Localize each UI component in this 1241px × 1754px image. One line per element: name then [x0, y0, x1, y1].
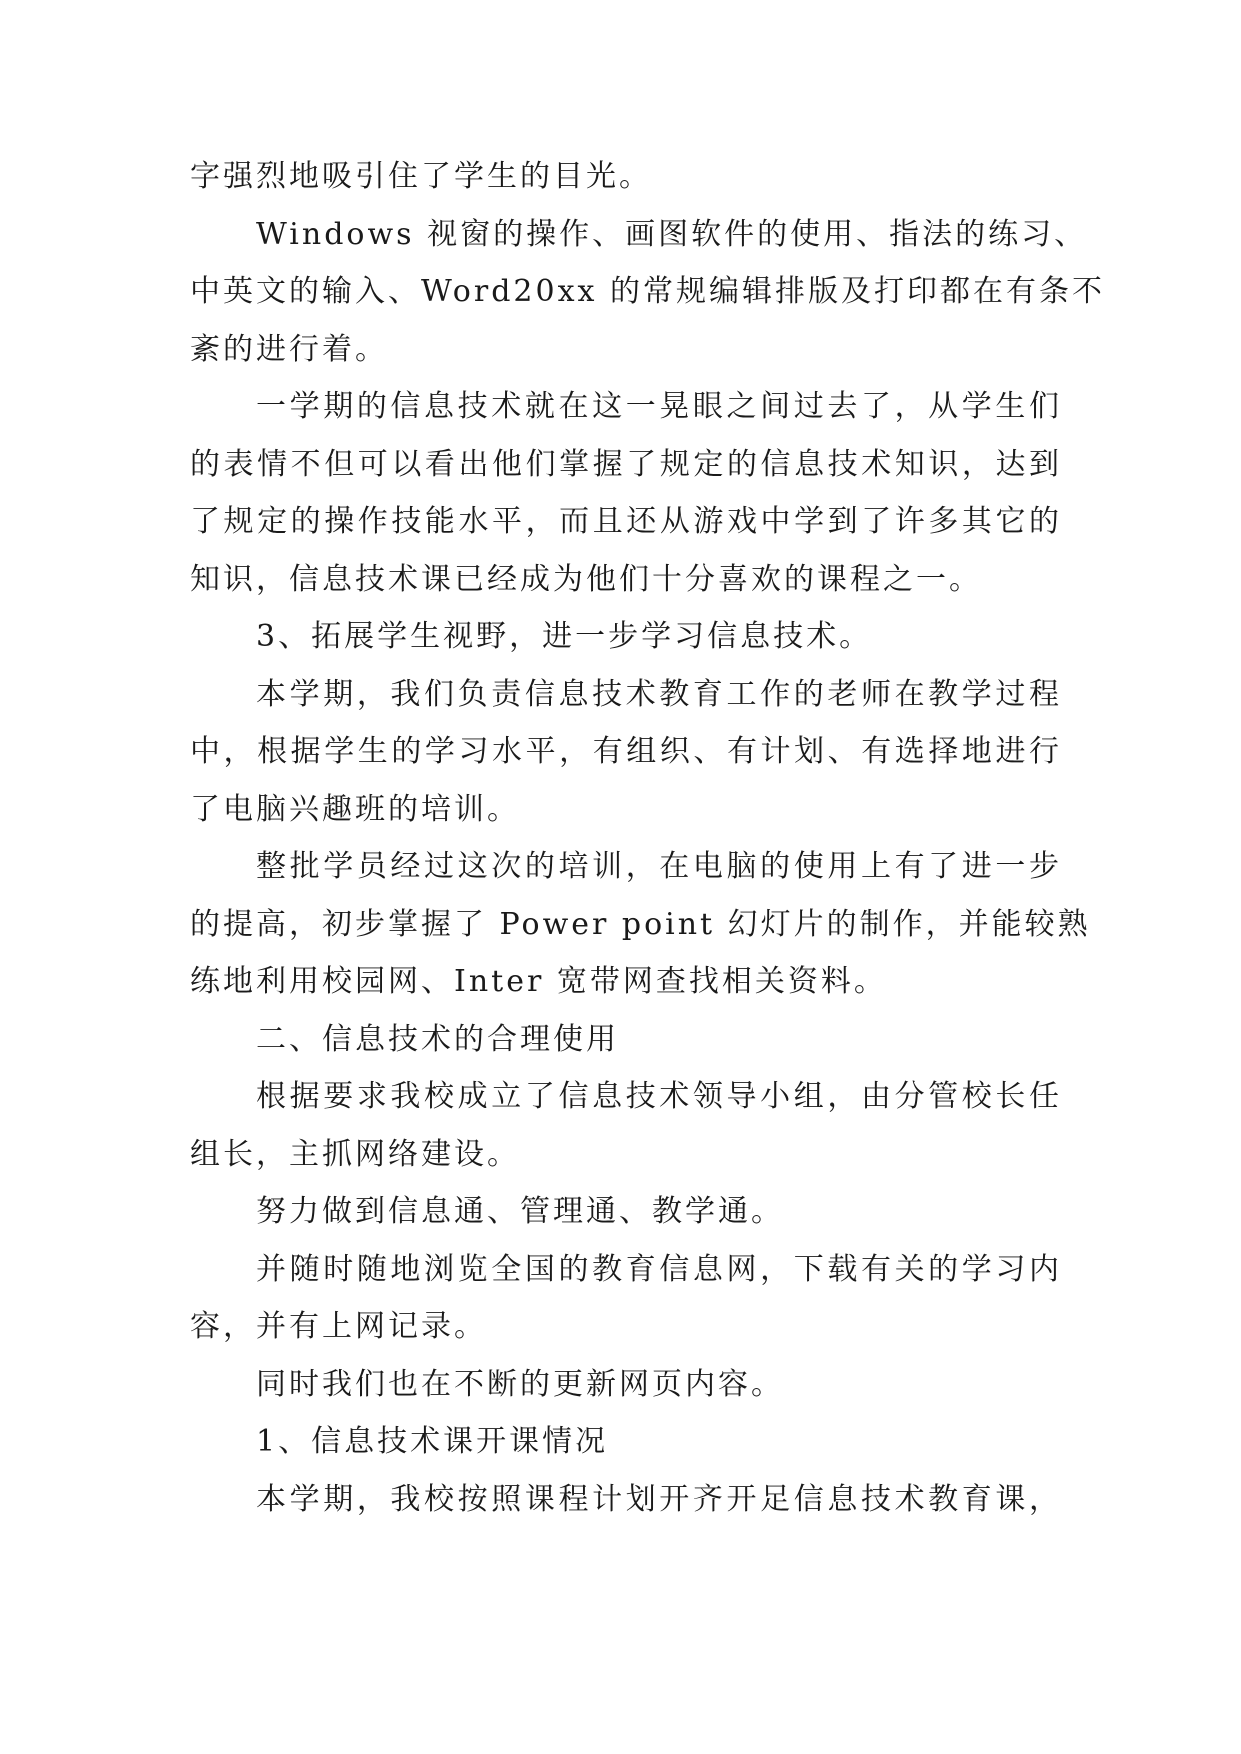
- paragraph-continuation: [190, 148, 1062, 206]
- paragraph-leadership-group: [190, 1068, 1062, 1183]
- section-heading-course-status: [190, 1413, 1062, 1471]
- document-body: [190, 148, 1105, 1528]
- text-line: 的表情不但可以看出他们掌握了规定的信息技术知识，达到: [190, 446, 1062, 482]
- text-line: 同时我们也在不断的更新网页内容。: [256, 1366, 784, 1402]
- text-line: 二、信息技术的合理使用: [256, 1021, 619, 1057]
- section-heading-reasonable-use: [190, 1011, 1062, 1069]
- text-line: 一学期的信息技术就在这一晃眼之间过去了，从学生们: [256, 389, 1062, 424]
- text-line: 并随时随地浏览全国的教育信息网，下载有关的学习内: [256, 1251, 1062, 1287]
- text-line: 的提高，初步掌握了 Power point 幻灯片的制作，并能较熟: [190, 906, 1091, 942]
- text-line: 字强烈地吸引住了学生的目光。: [190, 159, 652, 194]
- text-line: 组长，主抓网络建设。: [190, 1136, 520, 1172]
- paragraph-three-links: [190, 1183, 1062, 1241]
- text-line: 知识，信息技术课已经成为他们十分喜欢的课程之一。: [190, 561, 982, 597]
- paragraph-updating-webpages: [190, 1356, 1062, 1414]
- text-line: 努力做到信息通、管理通、教学通。: [256, 1194, 784, 1229]
- text-line: 紊的进行着。: [190, 331, 388, 367]
- text-line: 容，并有上网记录。: [190, 1309, 487, 1344]
- text-line: 本学期，我们负责信息技术教育工作的老师在教学过程: [256, 676, 1062, 712]
- text-line: 练地利用校园网、Inter 宽带网查找相关资料。: [190, 964, 887, 999]
- paragraph-semester-summary: [190, 378, 1062, 608]
- text-line: 中英文的输入、Word20xx 的常规编辑排版及打印都在有条不: [190, 274, 1105, 309]
- paragraph-windows-operations: [190, 206, 1105, 379]
- paragraph-interest-class: [190, 666, 1062, 839]
- text-line: 了规定的操作技能水平，而且还从游戏中学到了许多其它的: [190, 504, 1062, 539]
- text-line: 中，根据学生的学习水平，有组织、有计划、有选择地进行: [190, 734, 1062, 769]
- paragraph-training-results: [190, 838, 1091, 1011]
- text-line: 整批学员经过这次的培训，在电脑的使用上有了进一步: [256, 849, 1062, 884]
- section-heading-expand-horizons: [190, 608, 1062, 666]
- text-line: Windows 视窗的操作、画图软件的使用、指法的练习、: [256, 216, 1088, 252]
- text-line: 了电脑兴趣班的培训。: [190, 791, 520, 827]
- text-line: 根据要求我校成立了信息技术领导小组，由分管校长任: [256, 1079, 1062, 1114]
- paragraph-browsing-records: [190, 1241, 1062, 1356]
- text-line: 本学期，我校按照课程计划开齐开足信息技术教育课，: [256, 1481, 1062, 1517]
- paragraph-course-plan: [190, 1471, 1062, 1529]
- text-line: 3、拓展学生视野，进一步学习信息技术。: [256, 619, 873, 654]
- text-line: 1、信息技术课开课情况: [256, 1424, 609, 1459]
